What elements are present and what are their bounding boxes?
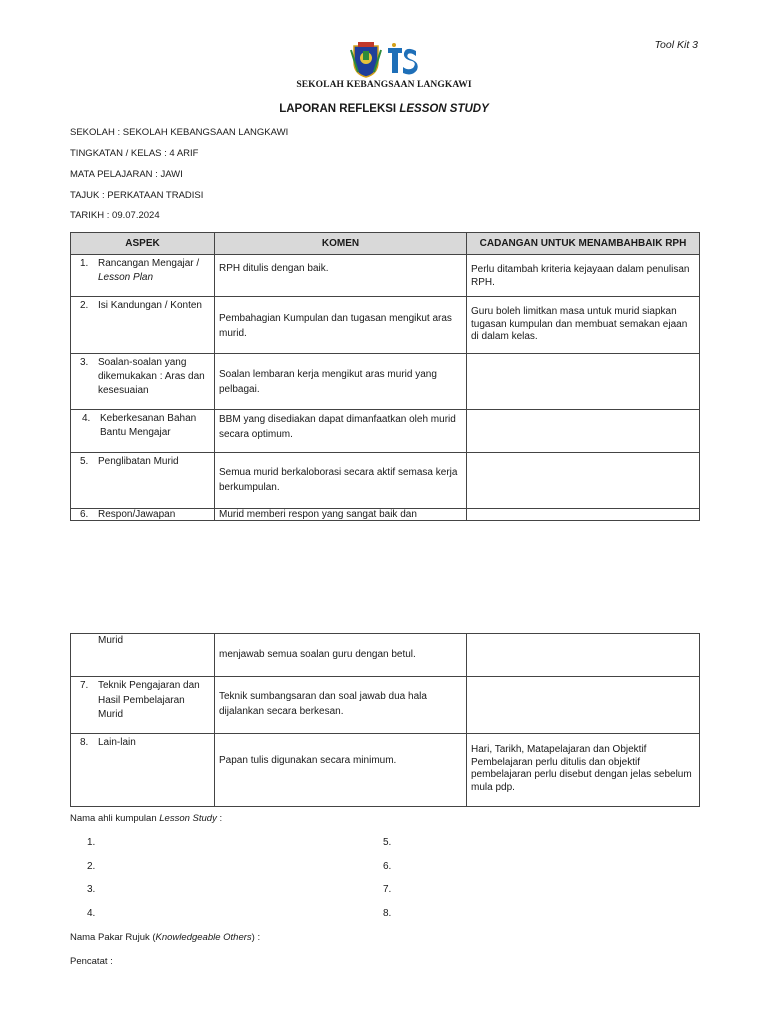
table-row [71,354,700,410]
komen-text: Semua murid berkaloborasi secara aktif semasa kerja berkumpulan. [219,467,458,493]
member-2: 2. [87,861,96,872]
member-3: 3. [87,884,96,895]
komen-text: BBM yang disediakan dapat dimanfaatkan oleh murid secara optimum. [219,414,456,440]
meta-tingkatan: TINGKATAN / KELAS : 4 ARIF [70,148,199,159]
aspek-text: Teknik Pengajaran dan Hasil Pembelajaran Murid [98,680,200,720]
table-header-row [71,233,700,255]
table-row [71,453,700,509]
school-logos [350,42,420,78]
pencatat-label: Pencatat : [70,956,113,967]
meta-tarikh: TARIKH : 09.07.2024 [70,210,160,221]
meta-tajuk: TAJUK : PERKATAAN TRADISI [70,190,204,201]
aspek-text: Murid [98,635,124,646]
reflection-table [70,232,700,521]
members-label: Nama ahli kumpulan Lesson Study : [70,813,223,824]
header-cadangan: CADANGAN UNTUK MENAMBAHBAIK RPH [467,233,700,255]
title-prefix: LAPORAN REFLEKSI [279,103,400,115]
table-row [71,509,700,521]
header-aspek: ASPEK [71,233,215,255]
table-row [71,734,700,807]
member-5: 5. [383,837,392,848]
aspek-text: Keberkesanan Bahan Bantu Mengajar [100,413,197,438]
row-number: 8. [80,737,89,748]
row-number: 3. [80,357,89,368]
table-row [71,634,700,677]
cadangan-text: Hari, Tarikh, Matapelajaran dan Objektif Pembelajaran perlu ditulis dan objektif pembelajaran perlu disebut dengan jelas sebelum mula pdp. [471,744,692,793]
cadangan-text: Perlu ditambah kriteria kejayaan dalam penulisan RPH. [471,264,690,288]
aspek-text: Isi Kandungan / Konten [98,300,202,311]
ts-logo-icon [386,43,418,75]
header-komen: KOMEN [215,233,467,255]
komen-text: Soalan lembaran kerja mengikut aras murid yang pelbagai. [219,369,437,395]
toolkit-label: Tool Kit 3 [654,39,698,51]
table-row [71,410,700,453]
row-number [80,634,98,648]
member-6: 6. [383,861,392,872]
row-number: 5. [80,456,89,467]
aspek-text: Lain-lain [98,737,136,748]
komen-text: menjawab semua soalan guru dengan betul. [219,649,416,660]
aspek-text: Penglibatan Murid [98,456,179,467]
aspek-text: Soalan-soalan yang dikemukakan : Aras dan kesesuaian [98,357,205,396]
report-title [0,103,768,115]
pakar-rujuk-label: Nama Pakar Rujuk (Knowledgeable Others) : [70,932,261,943]
row-number: 4. [82,413,91,424]
komen-text: Teknik sumbangsaran dan soal jawab dua hala dijalankan secara berkesan. [219,691,427,717]
komen-text: Pembahagian Kumpulan dan tugasan mengikut aras murid. [219,313,452,339]
title-italic: LESSON STUDY [399,103,489,115]
komen-text: Murid memberi respon yang sangat baik dan [219,509,417,520]
school-header: SEKOLAH KEBANGSAAN LANGKAWI [296,80,472,90]
reflection-table-continued [70,633,700,807]
komen-text: Papan tulis digunakan secara minimum. [219,755,397,766]
crest-logo-icon [351,42,381,77]
meta-sekolah: SEKOLAH : SEKOLAH KEBANGSAAN LANGKAWI [70,127,289,138]
row-number: 7. [80,680,89,691]
meta-mata-pelajaran: MATA PELAJARAN : JAWI [70,169,183,180]
member-7: 7. [383,884,392,895]
cadangan-text: Guru boleh limitkan masa untuk murid siapkan tugasan kumpulan dan membuat semakan ejaan di dalam kelas. [471,306,688,342]
member-4: 4. [87,908,96,919]
row-number: 1. [80,258,89,269]
komen-text: RPH ditulis dengan baik. [219,263,329,274]
row-number: 2. [80,300,89,311]
member-1: 1. [87,837,96,848]
table-row [71,297,700,354]
row-number: 6. [80,509,89,520]
aspek-text: Rancangan Mengajar / Lesson Plan [98,258,200,283]
aspek-text: Respon/Jawapan [98,509,176,520]
table-row [71,677,700,734]
table-row [71,255,700,297]
member-8: 8. [383,908,392,919]
